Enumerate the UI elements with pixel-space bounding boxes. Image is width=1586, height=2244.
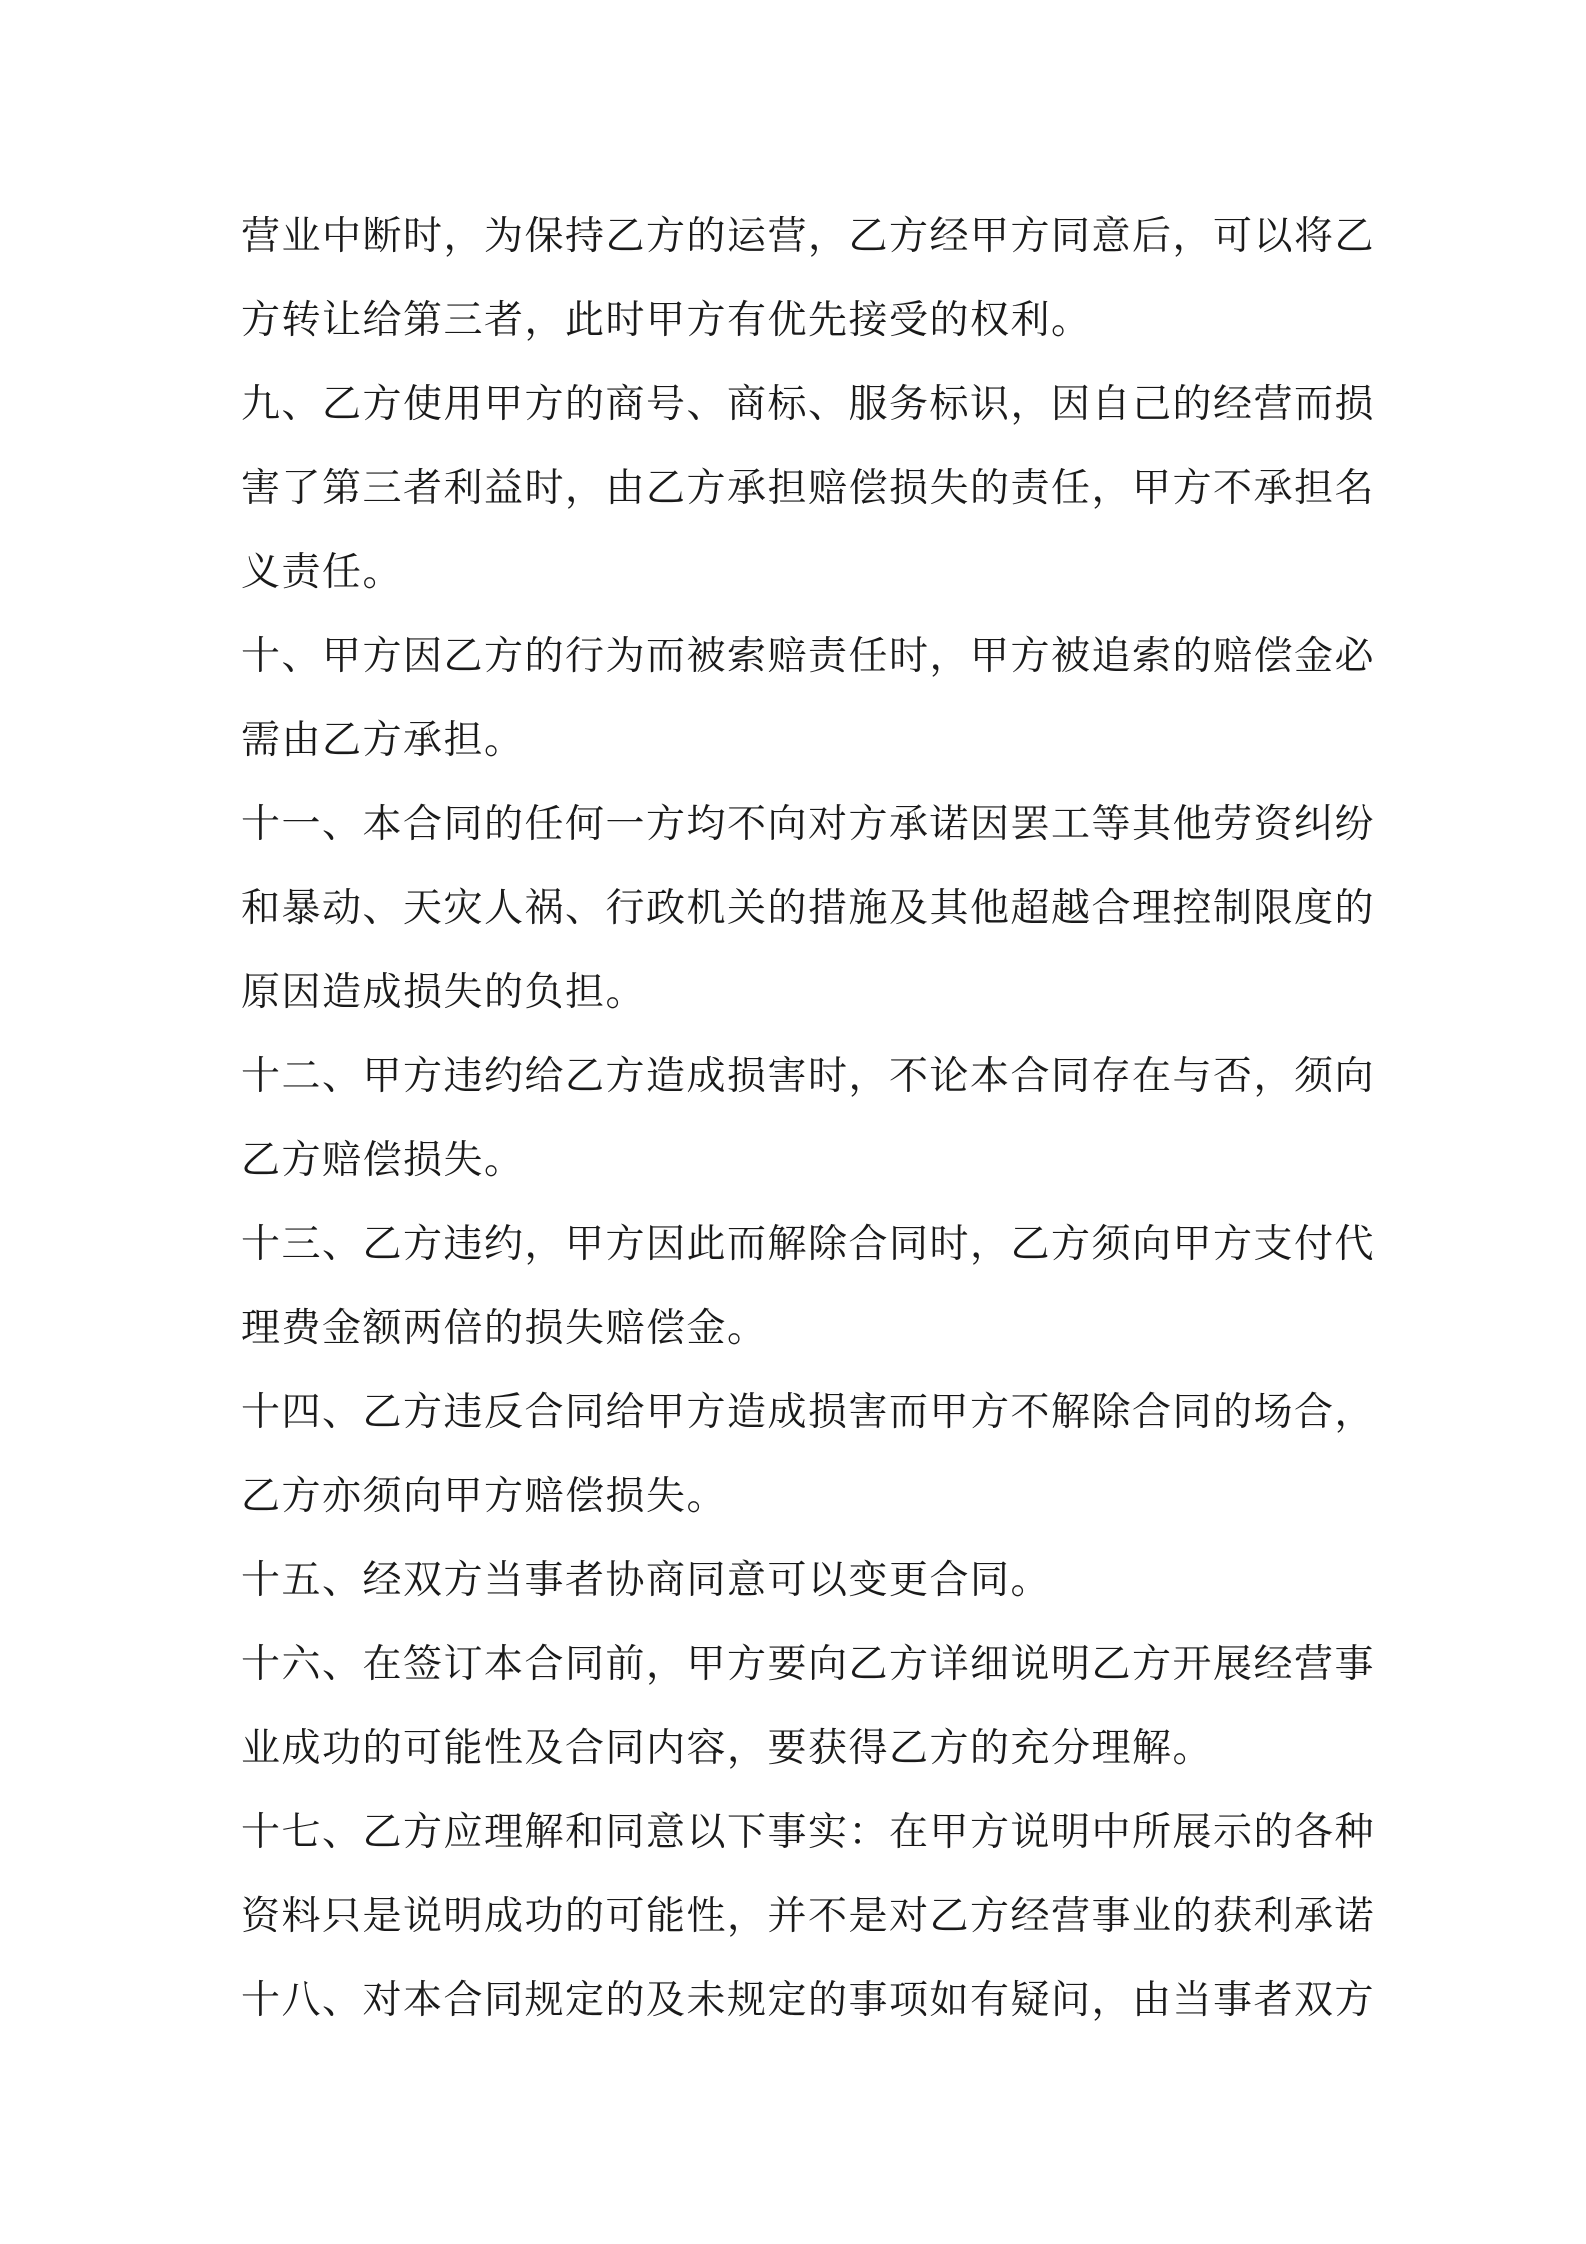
clause-17-line: 十七、乙方应理解和同意以下事实：在甲方说明中所展示的各种 xyxy=(241,1810,1376,1855)
text-line: 和暴动、天灾人祸、行政机关的措施及其他超越合理控制限度的 xyxy=(241,886,1376,931)
text-line: 乙方赔偿损失。 xyxy=(241,1138,525,1183)
text-line: 乙方亦须向甲方赔偿损失。 xyxy=(241,1474,728,1519)
document-body xyxy=(241,195,1376,2043)
text-line: 害了第三者利益时，由乙方承担赔偿损失的责任，甲方不承担名 xyxy=(241,466,1376,511)
text-line: 理费金额两倍的损失赔偿金。 xyxy=(241,1306,768,1351)
text-line: 资料只是说明成功的可能性，并不是对乙方经营事业的获利承诺 xyxy=(241,1894,1376,1939)
clause-13-line: 十三、乙方违约，甲方因此而解除合同时，乙方须向甲方支付代 xyxy=(241,1222,1376,1267)
clause-15-line: 十五、经双方当事者协商同意可以变更合同。 xyxy=(241,1558,1052,1603)
clause-16-line: 十六、在签订本合同前，甲方要向乙方详细说明乙方开展经营事 xyxy=(241,1642,1376,1687)
text-line: 方转让给第三者，此时甲方有优先接受的权利。 xyxy=(241,298,1092,343)
clause-18-line: 十八、对本合同规定的及未规定的事项如有疑问，由当事者双方 xyxy=(241,1978,1376,2023)
clause-9-line: 九、乙方使用甲方的商号、商标、服务标识，因自己的经营而损 xyxy=(241,382,1376,427)
text-line: 需由乙方承担。 xyxy=(241,718,525,763)
text-line: 营业中断时，为保持乙方的运营，乙方经甲方同意后，可以将乙 xyxy=(241,214,1376,259)
clause-10-line: 十、甲方因乙方的行为而被索赔责任时，甲方被追索的赔偿金必 xyxy=(241,634,1376,679)
clause-12-line: 十二、甲方违约给乙方造成损害时，不论本合同存在与否，须向 xyxy=(241,1054,1376,1099)
text-line: 业成功的可能性及合同内容，要获得乙方的充分理解。 xyxy=(241,1726,1214,1771)
clause-11-line: 十一、本合同的任何一方均不向对方承诺因罢工等其他劳资纠纷 xyxy=(241,802,1376,847)
text-line: 原因造成损失的负担。 xyxy=(241,970,647,1015)
text-line: 义责任。 xyxy=(241,550,404,595)
clause-14-line: 十四、乙方违反合同给甲方造成损害而甲方不解除合同的场合， xyxy=(241,1390,1376,1435)
